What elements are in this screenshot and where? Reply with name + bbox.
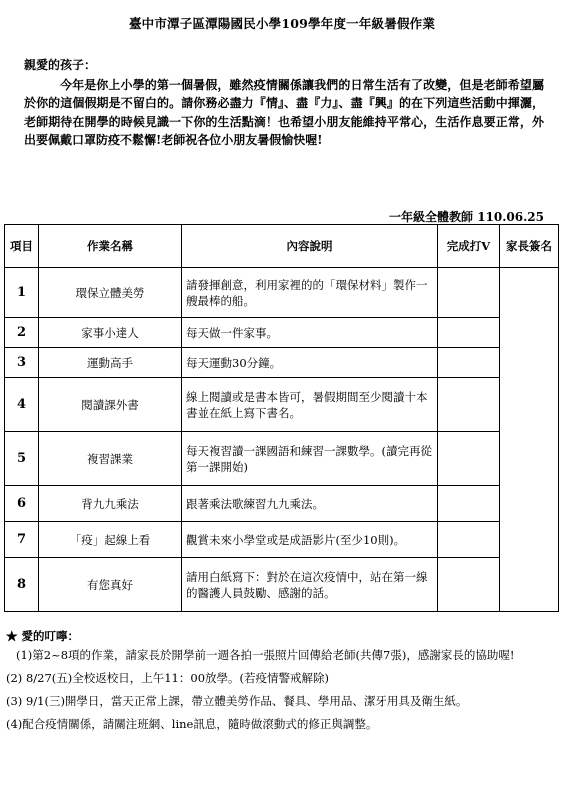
table-header-row	[5, 225, 559, 268]
task-name: 背九九乘法	[39, 486, 182, 522]
header-done-check: 完成打V	[438, 225, 500, 268]
table-row	[5, 348, 559, 378]
reminder-notes	[6, 628, 554, 733]
note-item: (4)配合疫情關係，請關注班網、line訊息，隨時做滾動式的修正與調整。	[6, 717, 378, 731]
done-checkbox-cell[interactable]	[438, 378, 500, 432]
header-content: 內容說明	[182, 225, 438, 268]
done-checkbox-cell[interactable]	[438, 558, 500, 612]
task-name: 家事小達人	[39, 318, 182, 348]
task-description: 每天運動30分鐘。	[182, 348, 438, 378]
note-item: (2) 8/27(五)全校返校日，上午11：00放學。(若疫情警戒解除)	[6, 671, 329, 685]
done-checkbox-cell[interactable]	[438, 268, 500, 318]
task-name: 閱讀課外書	[39, 378, 182, 432]
note-item: (1)第2~8項的作業，請家長於開學前一週各拍一張照片回傳給老師(共傳7張)，感謝家長的協助喔!	[16, 648, 515, 662]
done-checkbox-cell[interactable]	[438, 486, 500, 522]
table-row	[5, 318, 559, 348]
done-checkbox-cell[interactable]	[438, 318, 500, 348]
header-task-name: 作業名稱	[39, 225, 182, 268]
table-row	[5, 378, 559, 432]
header-parent-sign: 家長簽名	[500, 225, 559, 268]
row-number: 8	[5, 558, 39, 612]
letter-greeting: 親愛的孩子：	[24, 58, 97, 72]
task-name: 環保立體美勞	[39, 268, 182, 318]
task-description: 每天做一件家事。	[182, 318, 438, 348]
notes-header: ★ 愛的叮嚀：	[6, 629, 80, 643]
task-description: 線上閱讀或是書本皆可，暑假期間至少閱讀十本書並在紙上寫下書名。	[182, 378, 438, 432]
header-item-number: 項目	[5, 225, 39, 268]
teacher-letter	[24, 56, 544, 149]
table-row	[5, 268, 559, 318]
letter-signature: 一年級全體教師 110.06.25	[389, 210, 544, 224]
row-number: 3	[5, 348, 39, 378]
parent-signature-cell[interactable]	[500, 268, 559, 612]
task-name: 「疫」起線上看	[39, 522, 182, 558]
row-number: 1	[5, 268, 39, 318]
note-item: (3) 9/1(三)開學日，當天正常上課，帶立體美勞作品、餐具、學用品、潔牙用具及衛生紙。	[6, 694, 468, 708]
done-checkbox-cell[interactable]	[438, 348, 500, 378]
task-description: 請用白紙寫下：對於在這次疫情中，站在第一線的醫護人員鼓勵、感謝的話。	[182, 558, 438, 612]
row-number: 5	[5, 432, 39, 486]
task-name: 有您真好	[39, 558, 182, 612]
task-description: 觀賞未來小學堂或是成語影片(至少10則)。	[182, 522, 438, 558]
done-checkbox-cell[interactable]	[438, 522, 500, 558]
row-number: 2	[5, 318, 39, 348]
page-title: 臺中市潭子區潭陽國民小學109學年度一年級暑假作業	[128, 16, 436, 31]
task-description: 跟著乘法歌練習九九乘法。	[182, 486, 438, 522]
task-description: 請發揮創意，利用家裡的的「環保材料」製作一艘最棒的船。	[182, 268, 438, 318]
table-row	[5, 522, 559, 558]
task-name: 運動高手	[39, 348, 182, 378]
table-row	[5, 432, 559, 486]
row-number: 7	[5, 522, 39, 558]
row-number: 4	[5, 378, 39, 432]
task-description: 每天複習讀一課國語和練習一課數學。(讀完再從第一課開始)	[182, 432, 438, 486]
row-number: 6	[5, 486, 39, 522]
letter-body: 今年是你上小學的第一個暑假，雖然疫情關係讓我們的日常生活有了改變，但是老師希望屬於你的這個假期是不留白的。請你務必盡力『情』、盡『力』、盡『興』的在下列這些活動中揮灑，老師期待在開學的時候見識一下你的生活點滴！也希望小朋友能維持平常心，生活作息要正常，外出要佩戴口罩防疫不鬆懈!老師祝各位小朋友暑假愉快喔!	[24, 78, 544, 147]
task-name: 複習課業	[39, 432, 182, 486]
done-checkbox-cell[interactable]	[438, 432, 500, 486]
table-row	[5, 486, 559, 522]
table-row	[5, 558, 559, 612]
homework-table	[4, 224, 559, 612]
